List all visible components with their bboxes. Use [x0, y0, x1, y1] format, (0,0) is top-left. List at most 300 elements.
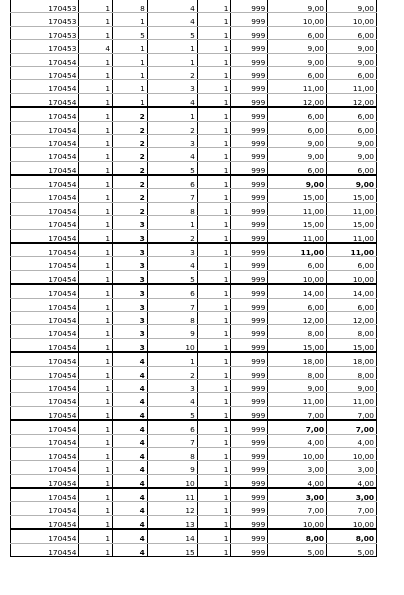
col-6-cell: 999 [231, 80, 268, 93]
col-7-cell: 11,00 [268, 202, 327, 215]
col-7-cell: 9,00 [268, 148, 327, 161]
col-5-cell: 1 [197, 352, 231, 366]
col-6-cell: 999 [231, 13, 268, 26]
col-3-cell: 4 [113, 434, 148, 447]
col-8-cell: 8,00 [326, 529, 376, 543]
col-5-cell: 1 [197, 447, 231, 460]
col-6-cell: 999 [231, 543, 268, 556]
id-cell: 170454 [11, 366, 79, 379]
col-8-cell: 14,00 [326, 284, 376, 298]
table-row [11, 189, 377, 202]
col-8-cell: 15,00 [326, 338, 376, 352]
col-4-cell: 5 [147, 270, 197, 284]
col-8-cell: 6,00 [326, 257, 376, 270]
col-7-cell: 4,00 [268, 474, 327, 488]
col-2-cell: 1 [79, 311, 113, 324]
col-6-cell: 999 [231, 393, 268, 406]
col-7-cell: 5,00 [268, 543, 327, 556]
id-cell: 170453 [11, 26, 79, 39]
col-8-cell: 7,00 [326, 502, 376, 515]
col-2-cell: 1 [79, 243, 113, 257]
col-8-cell: 5,00 [326, 543, 376, 556]
id-cell: 170454 [11, 393, 79, 406]
id-cell: 170454 [11, 379, 79, 392]
col-8-cell: 6,00 [326, 121, 376, 134]
col-5-cell: 1 [197, 134, 231, 147]
col-4-cell: 14 [147, 529, 197, 543]
col-6-cell: 999 [231, 93, 268, 107]
col-3-cell: 4 [113, 352, 148, 366]
col-6-cell: 999 [231, 40, 268, 53]
col-2-cell: 1 [79, 93, 113, 107]
col-5-cell: 1 [197, 121, 231, 134]
col-7-cell: 6,00 [268, 26, 327, 39]
col-7-cell: 11,00 [268, 393, 327, 406]
col-6-cell: 999 [231, 175, 268, 189]
col-7-cell: 8,00 [268, 529, 327, 543]
id-cell: 170454 [11, 189, 79, 202]
col-6-cell: 999 [231, 53, 268, 66]
id-cell: 170454 [11, 66, 79, 79]
col-8-cell: 9,00 [326, 175, 376, 189]
col-3-cell: 4 [113, 406, 148, 420]
col-5-cell: 1 [197, 202, 231, 215]
id-cell: 170454 [11, 352, 79, 366]
col-4-cell: 4 [147, 13, 197, 26]
col-6-cell: 999 [231, 216, 268, 229]
col-2-cell: 1 [79, 13, 113, 26]
col-4-cell: 6 [147, 284, 197, 298]
col-3-cell: 3 [113, 216, 148, 229]
col-6-cell: 999 [231, 461, 268, 474]
col-7-cell: 4,00 [268, 434, 327, 447]
col-8-cell: 9,00 [326, 53, 376, 66]
col-7-cell: 12,00 [268, 311, 327, 324]
col-2-cell: 1 [79, 66, 113, 79]
col-6-cell: 999 [231, 202, 268, 215]
col-3-cell: 2 [113, 134, 148, 147]
col-5-cell: 1 [197, 488, 231, 502]
col-7-cell: 11,00 [268, 229, 327, 243]
id-cell: 170454 [11, 148, 79, 161]
col-4-cell: 3 [147, 379, 197, 392]
col-8-cell: 9,00 [326, 134, 376, 147]
col-5-cell: 1 [197, 338, 231, 352]
id-cell: 170454 [11, 175, 79, 189]
col-6-cell: 999 [231, 148, 268, 161]
col-2-cell: 1 [79, 121, 113, 134]
col-7-cell: 14,00 [268, 284, 327, 298]
col-7-cell: 6,00 [268, 298, 327, 311]
table-row [11, 434, 377, 447]
id-cell: 170454 [11, 461, 79, 474]
col-4-cell: 4 [147, 148, 197, 161]
col-5-cell: 1 [197, 379, 231, 392]
col-2-cell: 1 [79, 338, 113, 352]
col-3-cell: 3 [113, 270, 148, 284]
col-2-cell: 1 [79, 216, 113, 229]
col-6-cell: 999 [231, 298, 268, 311]
col-2-cell: 1 [79, 379, 113, 392]
col-8-cell: 3,00 [326, 488, 376, 502]
col-5-cell: 1 [197, 529, 231, 543]
col-4-cell: 9 [147, 325, 197, 338]
id-cell: 170454 [11, 107, 79, 121]
spreadsheet-page [10, 0, 377, 557]
id-cell: 170454 [11, 243, 79, 257]
col-3-cell: 2 [113, 148, 148, 161]
col-6-cell: 999 [231, 515, 268, 529]
col-6-cell: 999 [231, 107, 268, 121]
col-5-cell: 1 [197, 53, 231, 66]
table-row [11, 284, 377, 298]
col-7-cell: 6,00 [268, 257, 327, 270]
col-3-cell: 1 [113, 13, 148, 26]
col-3-cell: 2 [113, 175, 148, 189]
col-8-cell: 10,00 [326, 13, 376, 26]
col-3-cell: 3 [113, 298, 148, 311]
col-7-cell: 3,00 [268, 488, 327, 502]
col-7-cell: 9,00 [268, 175, 327, 189]
col-5-cell: 1 [197, 175, 231, 189]
col-6-cell: 999 [231, 311, 268, 324]
col-7-cell: 10,00 [268, 447, 327, 460]
id-cell: 170454 [11, 325, 79, 338]
col-8-cell: 6,00 [326, 161, 376, 175]
col-2-cell: 1 [79, 229, 113, 243]
col-3-cell: 4 [113, 529, 148, 543]
col-5-cell: 1 [197, 461, 231, 474]
col-7-cell: 15,00 [268, 338, 327, 352]
col-2-cell: 1 [79, 148, 113, 161]
id-cell: 170454 [11, 202, 79, 215]
col-4-cell: 3 [147, 80, 197, 93]
col-5-cell: 1 [197, 366, 231, 379]
col-2-cell: 1 [79, 161, 113, 175]
id-cell: 170454 [11, 543, 79, 556]
col-4-cell: 5 [147, 406, 197, 420]
col-8-cell: 12,00 [326, 311, 376, 324]
col-7-cell: 9,00 [268, 53, 327, 66]
table-row [11, 420, 377, 434]
col-3-cell: 2 [113, 107, 148, 121]
col-5-cell: 1 [197, 420, 231, 434]
col-2-cell: 1 [79, 298, 113, 311]
col-6-cell: 999 [231, 474, 268, 488]
col-3-cell: 2 [113, 202, 148, 215]
col-3-cell: 3 [113, 229, 148, 243]
col-6-cell: 999 [231, 447, 268, 460]
col-8-cell: 9,00 [326, 0, 376, 13]
table-row [11, 107, 377, 121]
col-8-cell: 11,00 [326, 202, 376, 215]
col-8-cell: 4,00 [326, 474, 376, 488]
col-6-cell: 999 [231, 352, 268, 366]
col-4-cell: 13 [147, 515, 197, 529]
col-4-cell: 10 [147, 338, 197, 352]
col-7-cell: 18,00 [268, 352, 327, 366]
col-4-cell: 3 [147, 134, 197, 147]
col-3-cell: 4 [113, 543, 148, 556]
col-2-cell: 1 [79, 393, 113, 406]
col-3-cell: 1 [113, 66, 148, 79]
col-3-cell: 1 [113, 53, 148, 66]
col-4-cell: 1 [147, 40, 197, 53]
col-6-cell: 999 [231, 420, 268, 434]
col-6-cell: 999 [231, 284, 268, 298]
col-2-cell: 1 [79, 284, 113, 298]
id-cell: 170454 [11, 434, 79, 447]
col-4-cell: 4 [147, 257, 197, 270]
col-6-cell: 999 [231, 134, 268, 147]
col-8-cell: 3,00 [326, 461, 376, 474]
col-8-cell: 15,00 [326, 189, 376, 202]
col-3-cell: 2 [113, 189, 148, 202]
col-4-cell: 1 [147, 53, 197, 66]
col-2-cell: 1 [79, 175, 113, 189]
col-7-cell: 9,00 [268, 40, 327, 53]
col-7-cell: 7,00 [268, 406, 327, 420]
col-2-cell: 1 [79, 0, 113, 13]
col-2-cell: 1 [79, 434, 113, 447]
col-4-cell: 8 [147, 447, 197, 460]
table-row [11, 202, 377, 215]
col-7-cell: 3,00 [268, 461, 327, 474]
col-4-cell: 6 [147, 175, 197, 189]
col-2-cell: 1 [79, 502, 113, 515]
id-cell: 170454 [11, 121, 79, 134]
col-6-cell: 999 [231, 121, 268, 134]
table-row [11, 543, 377, 556]
col-3-cell: 4 [113, 393, 148, 406]
col-4-cell: 10 [147, 474, 197, 488]
col-8-cell: 6,00 [326, 107, 376, 121]
col-6-cell: 999 [231, 325, 268, 338]
col-8-cell: 7,00 [326, 420, 376, 434]
id-cell: 170454 [11, 420, 79, 434]
col-2-cell: 1 [79, 461, 113, 474]
col-4-cell: 5 [147, 161, 197, 175]
col-3-cell: 1 [113, 93, 148, 107]
id-cell: 170454 [11, 447, 79, 460]
col-2-cell: 1 [79, 366, 113, 379]
col-5-cell: 1 [197, 502, 231, 515]
col-2-cell: 1 [79, 325, 113, 338]
col-5-cell: 1 [197, 189, 231, 202]
col-8-cell: 6,00 [326, 298, 376, 311]
id-cell: 170454 [11, 284, 79, 298]
table-row [11, 134, 377, 147]
col-4-cell: 7 [147, 189, 197, 202]
col-8-cell: 11,00 [326, 243, 376, 257]
table-row [11, 40, 377, 53]
id-cell: 170454 [11, 338, 79, 352]
col-3-cell: 2 [113, 121, 148, 134]
col-8-cell: 11,00 [326, 229, 376, 243]
col-2-cell: 1 [79, 488, 113, 502]
col-8-cell: 6,00 [326, 26, 376, 39]
col-7-cell: 15,00 [268, 189, 327, 202]
col-5-cell: 1 [197, 148, 231, 161]
col-2-cell: 1 [79, 529, 113, 543]
col-4-cell: 2 [147, 121, 197, 134]
id-cell: 170454 [11, 488, 79, 502]
col-5-cell: 1 [197, 229, 231, 243]
col-7-cell: 8,00 [268, 325, 327, 338]
col-5-cell: 1 [197, 26, 231, 39]
col-2-cell: 1 [79, 26, 113, 39]
col-8-cell: 10,00 [326, 270, 376, 284]
col-6-cell: 999 [231, 406, 268, 420]
id-cell: 170454 [11, 298, 79, 311]
col-7-cell: 6,00 [268, 66, 327, 79]
col-3-cell: 4 [113, 379, 148, 392]
col-4-cell: 4 [147, 393, 197, 406]
id-cell: 170454 [11, 216, 79, 229]
col-5-cell: 1 [197, 66, 231, 79]
col-8-cell: 18,00 [326, 352, 376, 366]
id-cell: 170454 [11, 93, 79, 107]
col-2-cell: 1 [79, 352, 113, 366]
col-6-cell: 999 [231, 229, 268, 243]
col-2-cell: 1 [79, 406, 113, 420]
col-5-cell: 1 [197, 284, 231, 298]
col-3-cell: 2 [113, 161, 148, 175]
id-cell: 170454 [11, 134, 79, 147]
col-6-cell: 999 [231, 243, 268, 257]
col-4-cell: 15 [147, 543, 197, 556]
col-4-cell: 2 [147, 366, 197, 379]
id-cell: 170454 [11, 53, 79, 66]
col-8-cell: 11,00 [326, 80, 376, 93]
col-4-cell: 4 [147, 0, 197, 13]
col-3-cell: 1 [113, 40, 148, 53]
col-3-cell: 4 [113, 366, 148, 379]
col-4-cell: 8 [147, 311, 197, 324]
col-8-cell: 10,00 [326, 447, 376, 460]
table-row [11, 461, 377, 474]
id-cell: 170453 [11, 40, 79, 53]
col-3-cell: 4 [113, 461, 148, 474]
col-7-cell: 15,00 [268, 216, 327, 229]
table-row [11, 175, 377, 189]
col-3-cell: 4 [113, 447, 148, 460]
col-8-cell: 6,00 [326, 66, 376, 79]
table-row [11, 488, 377, 502]
col-6-cell: 999 [231, 189, 268, 202]
col-5-cell: 1 [197, 434, 231, 447]
col-5-cell: 1 [197, 80, 231, 93]
col-3-cell: 4 [113, 420, 148, 434]
col-7-cell: 6,00 [268, 107, 327, 121]
col-4-cell: 1 [147, 107, 197, 121]
col-4-cell: 12 [147, 502, 197, 515]
col-2-cell: 1 [79, 53, 113, 66]
table-row [11, 13, 377, 26]
col-2-cell: 1 [79, 134, 113, 147]
col-3-cell: 4 [113, 474, 148, 488]
col-6-cell: 999 [231, 488, 268, 502]
col-4-cell: 11 [147, 488, 197, 502]
id-cell: 170454 [11, 257, 79, 270]
col-7-cell: 6,00 [268, 121, 327, 134]
col-6-cell: 999 [231, 529, 268, 543]
col-6-cell: 999 [231, 434, 268, 447]
col-2-cell: 1 [79, 515, 113, 529]
col-6-cell: 999 [231, 379, 268, 392]
col-8-cell: 8,00 [326, 325, 376, 338]
col-6-cell: 999 [231, 270, 268, 284]
col-2-cell: 1 [79, 420, 113, 434]
col-5-cell: 1 [197, 406, 231, 420]
id-cell: 170454 [11, 406, 79, 420]
col-4-cell: 8 [147, 202, 197, 215]
table-row [11, 447, 377, 460]
col-8-cell: 11,00 [326, 393, 376, 406]
col-6-cell: 999 [231, 257, 268, 270]
table-row [11, 243, 377, 257]
table-row [11, 515, 377, 529]
table-row [11, 66, 377, 79]
col-3-cell: 1 [113, 80, 148, 93]
col-7-cell: 12,00 [268, 93, 327, 107]
col-5-cell: 1 [197, 543, 231, 556]
col-5-cell: 1 [197, 93, 231, 107]
col-7-cell: 10,00 [268, 13, 327, 26]
col-5-cell: 1 [197, 40, 231, 53]
col-8-cell: 9,00 [326, 40, 376, 53]
col-6-cell: 999 [231, 161, 268, 175]
col-8-cell: 9,00 [326, 379, 376, 392]
col-8-cell: 4,00 [326, 434, 376, 447]
col-6-cell: 999 [231, 66, 268, 79]
col-6-cell: 999 [231, 338, 268, 352]
col-6-cell: 999 [231, 502, 268, 515]
table-row [11, 80, 377, 93]
col-4-cell: 2 [147, 66, 197, 79]
col-2-cell: 1 [79, 543, 113, 556]
id-cell: 170454 [11, 515, 79, 529]
table-row [11, 93, 377, 107]
table-row [11, 474, 377, 488]
table-row [11, 393, 377, 406]
col-3-cell: 4 [113, 488, 148, 502]
col-4-cell: 9 [147, 461, 197, 474]
col-4-cell: 3 [147, 243, 197, 257]
table-row [11, 379, 377, 392]
table-row [11, 26, 377, 39]
col-7-cell: 11,00 [268, 80, 327, 93]
col-5-cell: 1 [197, 0, 231, 13]
table-row [11, 366, 377, 379]
col-2-cell: 4 [79, 40, 113, 53]
col-5-cell: 1 [197, 325, 231, 338]
col-2-cell: 1 [79, 107, 113, 121]
col-5-cell: 1 [197, 270, 231, 284]
col-2-cell: 1 [79, 80, 113, 93]
table-row [11, 406, 377, 420]
id-cell: 170454 [11, 502, 79, 515]
col-4-cell: 1 [147, 352, 197, 366]
col-5-cell: 1 [197, 474, 231, 488]
col-3-cell: 5 [113, 26, 148, 39]
col-6-cell: 999 [231, 26, 268, 39]
col-2-cell: 1 [79, 474, 113, 488]
table-row [11, 270, 377, 284]
table-row [11, 311, 377, 324]
data-table [10, 0, 377, 557]
table-row [11, 148, 377, 161]
